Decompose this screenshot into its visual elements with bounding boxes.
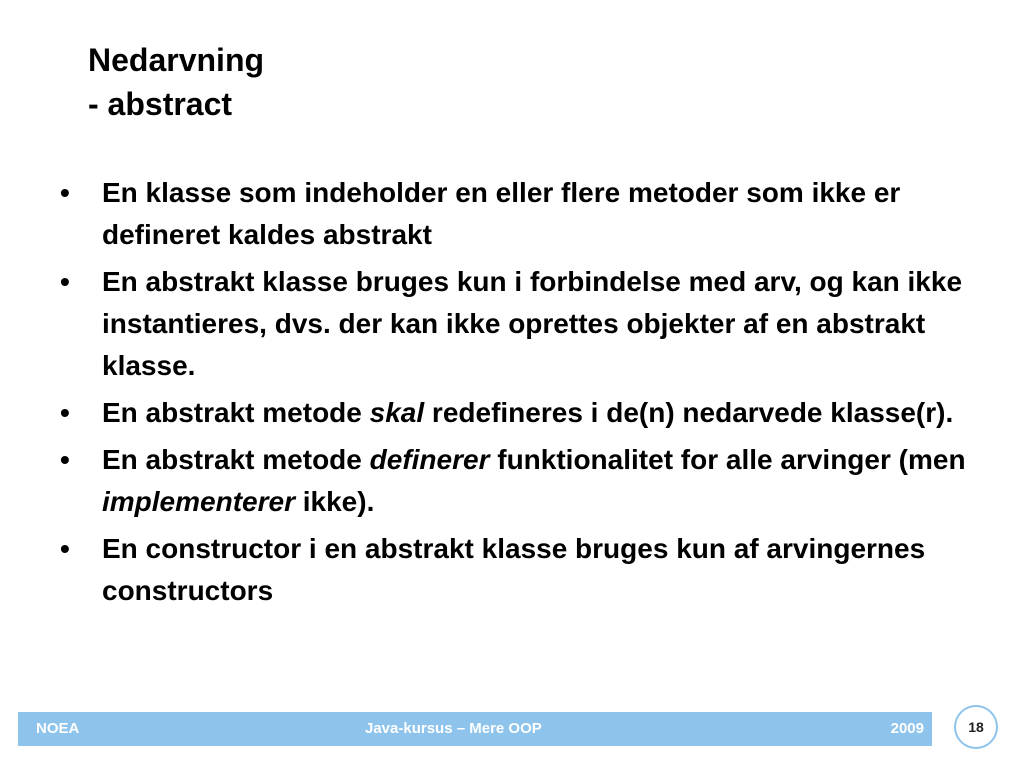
footer-organization: NOEA [36, 720, 80, 737]
bullet-item [60, 392, 1000, 434]
bullet-text: En constructor i en abstrakt klasse bruges kun af arvingernes constructors [102, 533, 926, 606]
slide-title [88, 38, 264, 126]
bullet-text-part: En abstrakt metode [102, 397, 370, 428]
bullet-text-part: En abstrakt metode [102, 444, 370, 475]
bullet-item [60, 528, 1000, 612]
bullet-marker-icon: • [60, 177, 70, 208]
bullet-text: En abstrakt klasse bruges kun i forbindelse med arv, og kan ikke instantieres, dvs. der kan ikke oprettes objekter af en abstrakt klasse. [102, 266, 963, 381]
bullet-text-emphasis: implementerer [102, 486, 295, 517]
page-number-badge: 18 [954, 705, 998, 749]
bullet-text-emphasis: skal [369, 397, 425, 428]
bullet-text: En klasse som indeholder en eller flere metoder som ikke er defineret kaldes abstrakt [102, 177, 901, 250]
bullet-marker-icon: • [60, 444, 70, 475]
footer-bar [18, 712, 932, 746]
slide-title-line-1: Nedarvning [88, 42, 265, 78]
bullet-item [60, 172, 1000, 256]
bullet-item [60, 439, 1000, 523]
bullet-marker-icon: • [60, 397, 70, 428]
bullet-marker-icon: • [60, 533, 70, 564]
bullet-item [60, 261, 1000, 387]
bullet-text-part: redefineres i de(n) nedarvede klasse(r). [424, 397, 954, 428]
bullet-list [60, 172, 1000, 617]
bullet-text-emphasis: definerer [369, 444, 490, 475]
bullet-marker-icon: • [60, 266, 70, 297]
bullet-text-part: funktionalitet for alle arvinger (men [489, 444, 966, 475]
bullet-text-part: ikke). [294, 486, 375, 517]
slide-title-line-2: - abstract [88, 86, 233, 122]
footer-year: 2009 [890, 720, 924, 737]
footer-course-title: Java-kursus – Mere OOP [365, 720, 542, 737]
